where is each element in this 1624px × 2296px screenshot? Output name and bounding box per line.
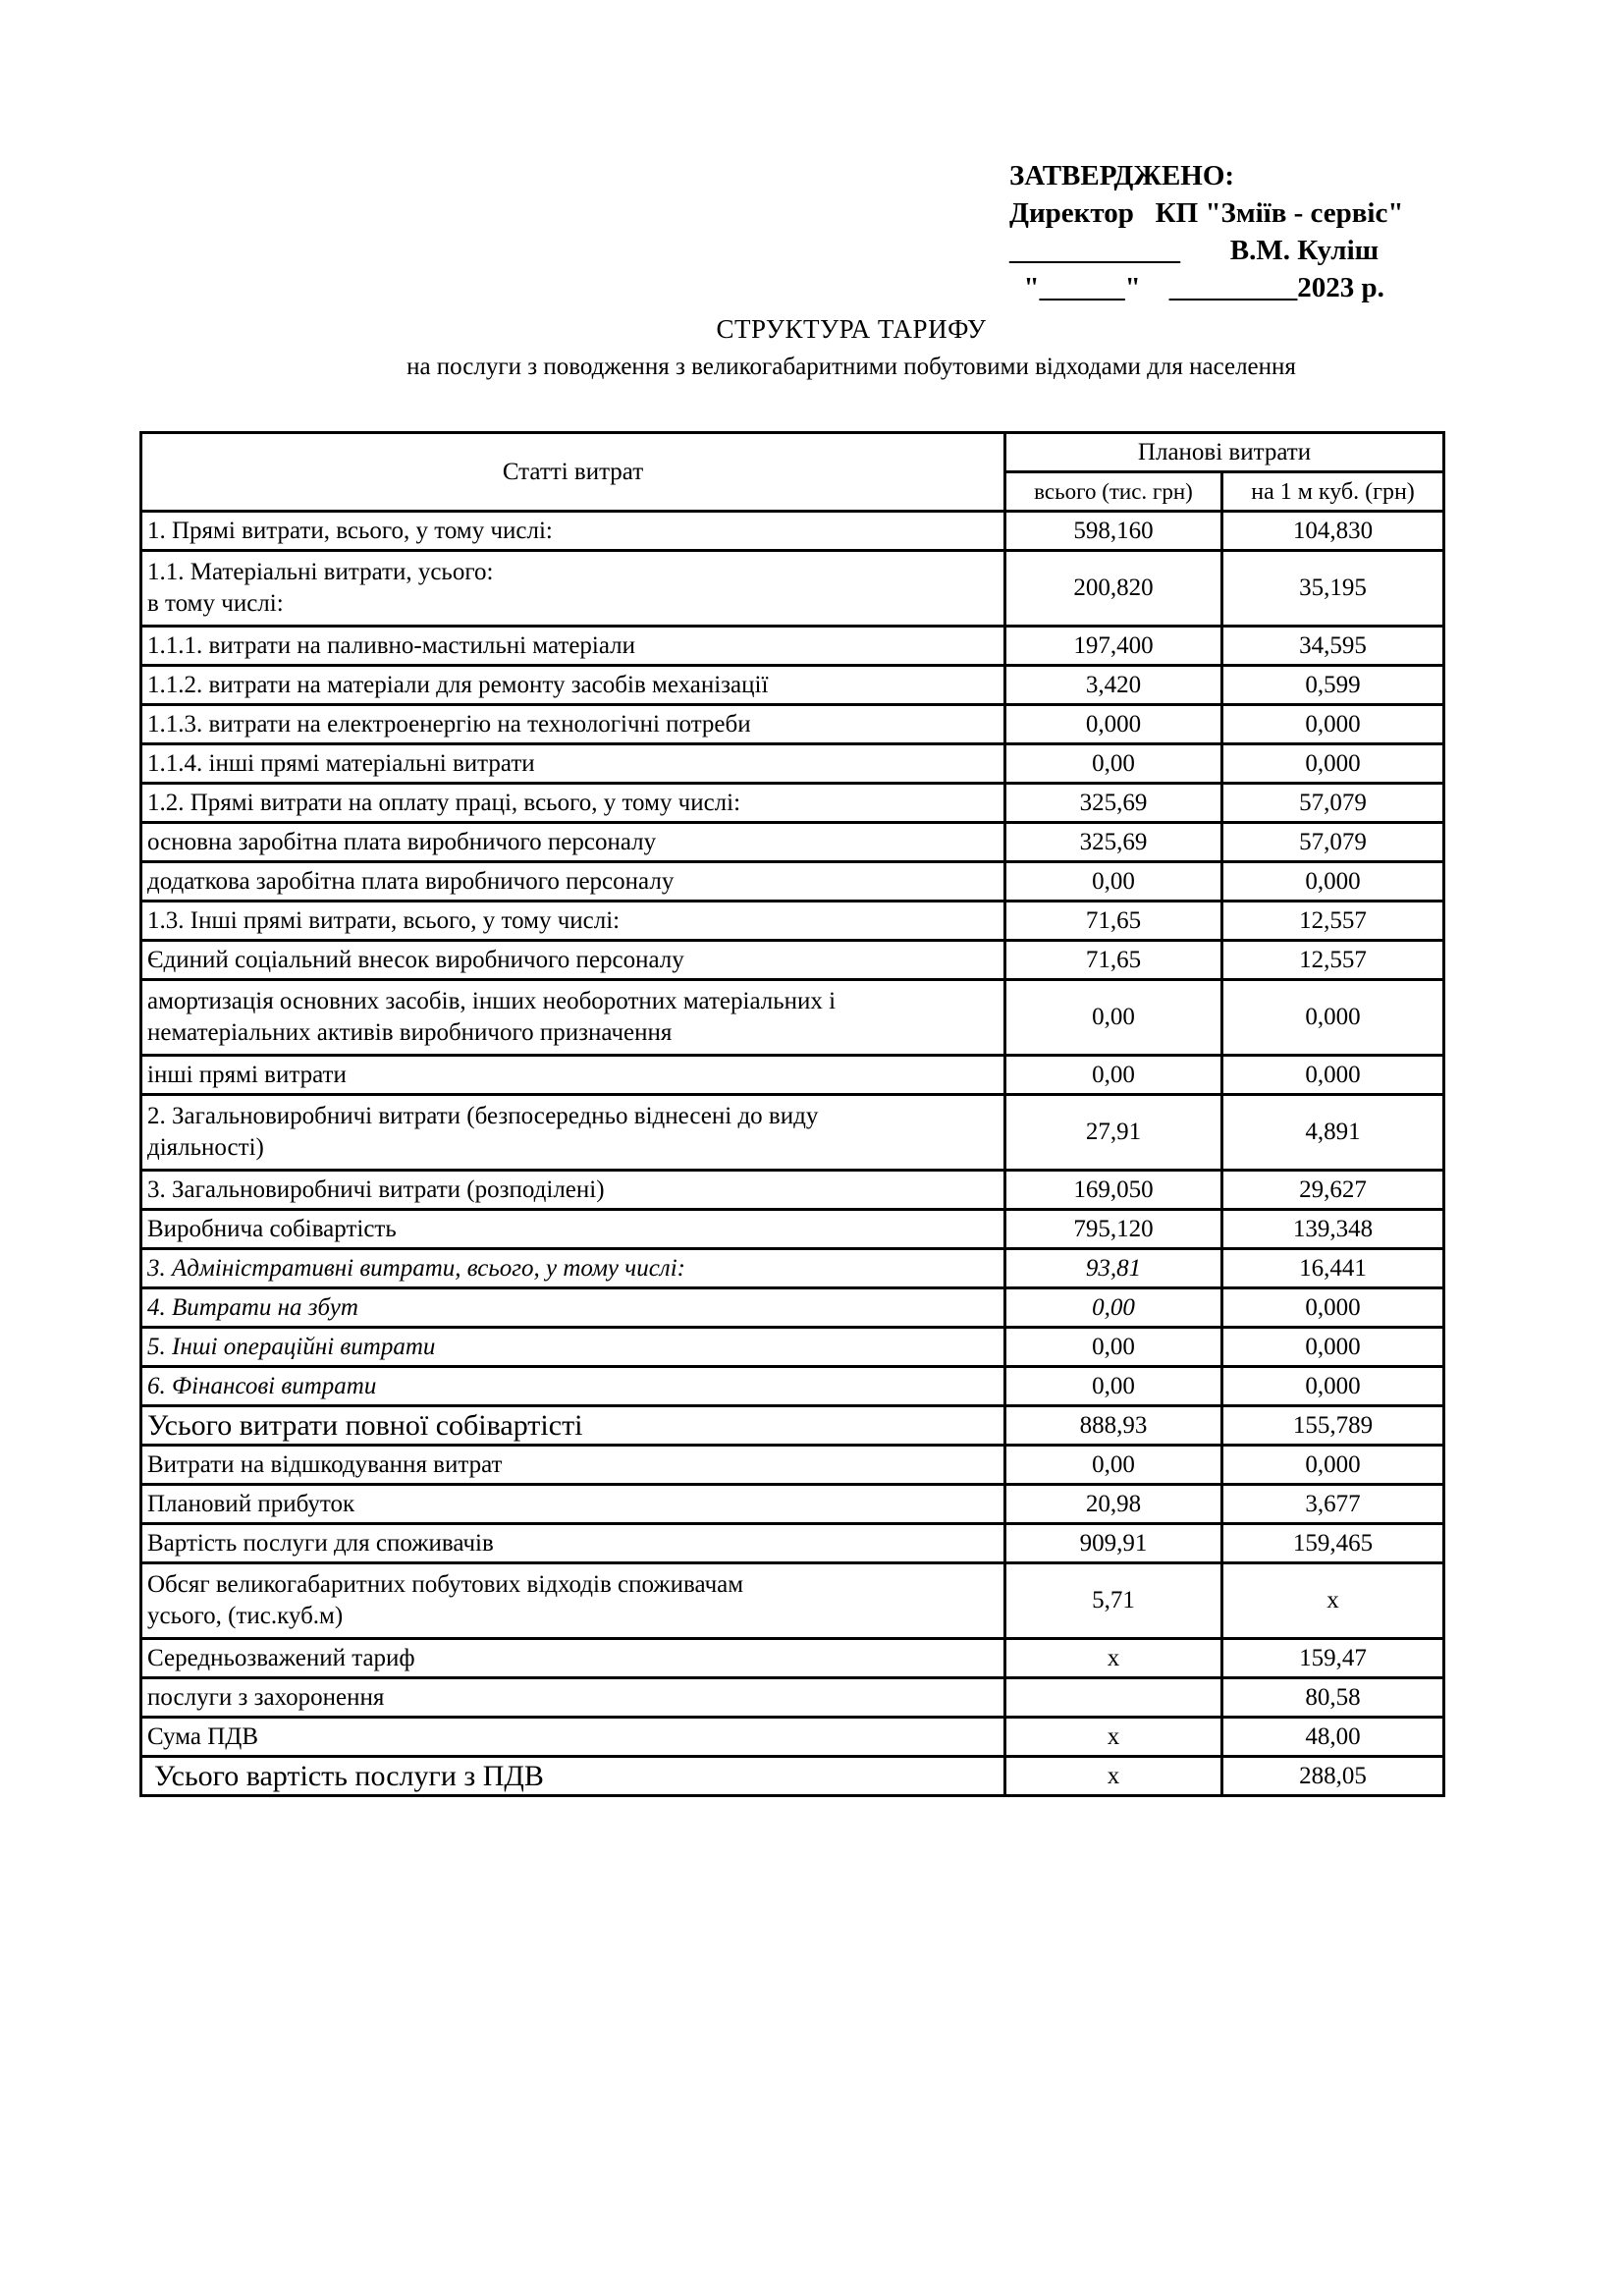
row-label — [141, 1563, 1005, 1639]
table-row — [141, 1757, 1444, 1796]
row-total: 0,00 — [1005, 1367, 1222, 1406]
row-label: 4. Витрати на збут — [141, 1288, 1005, 1328]
row-per-m3: 104,830 — [1222, 512, 1444, 551]
row-per-m3: 0,000 — [1222, 862, 1444, 902]
header-items: Статті витрат — [141, 433, 1005, 512]
row-label: 3. Адміністративні витрати, всього, у тому числі: — [141, 1249, 1005, 1288]
row-label: 1.1.4. інші прямі матеріальні витрати — [141, 744, 1005, 784]
approval-heading: ЗАТВЕРДЖЕНО: — [1009, 160, 1235, 191]
row-label — [141, 1095, 1005, 1171]
row-label-line: 2. Загальновиробничі витрати (безпосередньо віднесені до виду — [147, 1103, 819, 1129]
table-row — [141, 941, 1444, 980]
row-total — [1005, 1678, 1222, 1718]
table-row — [141, 551, 1444, 627]
row-total: 20,98 — [1005, 1485, 1222, 1524]
row-label: 1.1.3. витрати на електроенергію на технологічні потреби — [141, 705, 1005, 744]
row-total: 5,71 — [1005, 1563, 1222, 1639]
row-total: 0,00 — [1005, 862, 1222, 902]
row-label-line: в тому числі: — [147, 590, 284, 617]
row-label: Плановий прибуток — [141, 1485, 1005, 1524]
table-row — [141, 627, 1444, 666]
table-row — [141, 1249, 1444, 1288]
row-per-m3: 0,000 — [1222, 1446, 1444, 1485]
document-subtitle: на послуги з поводження з великогабаритними побутовими відходами для населення — [406, 354, 1296, 380]
row-per-m3: 80,58 — [1222, 1678, 1444, 1718]
row-label: основна заробітна плата виробничого персоналу — [141, 823, 1005, 862]
row-total: х — [1005, 1639, 1222, 1678]
row-per-m3: 48,00 — [1222, 1718, 1444, 1757]
table-row — [141, 1524, 1444, 1563]
row-per-m3: 0,000 — [1222, 705, 1444, 744]
approval-date: "______" _________2023 р. — [1009, 272, 1384, 303]
row-label-line: усього, (тис.куб.м) — [147, 1603, 344, 1629]
row-total: 0,00 — [1005, 744, 1222, 784]
row-label — [141, 980, 1005, 1056]
row-per-m3: 12,557 — [1222, 941, 1444, 980]
table-row — [141, 1718, 1444, 1757]
table-row — [141, 1639, 1444, 1678]
table-row — [141, 1485, 1444, 1524]
table-row — [141, 1171, 1444, 1210]
row-label-line: Обсяг великогабаритних побутових відходів споживачам — [147, 1571, 744, 1598]
row-label: послуги з захоронення — [141, 1678, 1005, 1718]
row-total: х — [1005, 1718, 1222, 1757]
table-row — [141, 1095, 1444, 1171]
row-total: 71,65 — [1005, 902, 1222, 941]
row-total: 0,00 — [1005, 980, 1222, 1056]
row-per-m3: 0,000 — [1222, 744, 1444, 784]
row-per-m3: 159,465 — [1222, 1524, 1444, 1563]
header-planned: Планові витрати — [1005, 433, 1444, 472]
row-per-m3: 12,557 — [1222, 902, 1444, 941]
row-per-m3: 0,000 — [1222, 1056, 1444, 1095]
row-total: 197,400 — [1005, 627, 1222, 666]
row-label: Усього вартість послуги з ПДВ — [141, 1757, 1005, 1796]
row-total: 0,00 — [1005, 1056, 1222, 1095]
table-row — [141, 1210, 1444, 1249]
row-label-line: амортизація основних засобів, інших необоротних матеріальних і — [147, 988, 837, 1014]
row-per-m3: 159,47 — [1222, 1639, 1444, 1678]
document-title: СТРУКТУРА ТАРИФУ — [716, 314, 987, 344]
row-label: 1.1.1. витрати на паливно-мастильні матеріали — [141, 627, 1005, 666]
row-per-m3: х — [1222, 1563, 1444, 1639]
table-row — [141, 784, 1444, 823]
row-label: Середньозважений тариф — [141, 1639, 1005, 1678]
table-row — [141, 744, 1444, 784]
row-total: 27,91 — [1005, 1095, 1222, 1171]
row-total: 3,420 — [1005, 666, 1222, 705]
row-total: 325,69 — [1005, 823, 1222, 862]
row-label-line: нематеріальних активів виробничого призначення — [147, 1019, 673, 1046]
row-total: 0,000 — [1005, 705, 1222, 744]
row-per-m3: 57,079 — [1222, 823, 1444, 862]
header-total: всього (тис. грн) — [1005, 472, 1222, 512]
row-per-m3: 139,348 — [1222, 1210, 1444, 1249]
row-total: 795,120 — [1005, 1210, 1222, 1249]
row-label: Усього витрати повної собівартісті — [141, 1406, 1005, 1446]
row-total: 200,820 — [1005, 551, 1222, 627]
approval-block — [1009, 157, 1471, 306]
table-row — [141, 862, 1444, 902]
table-row — [141, 1678, 1444, 1718]
row-total: 93,81 — [1005, 1249, 1222, 1288]
row-label: 1.2. Прямі витрати на оплату праці, всього, у тому числі: — [141, 784, 1005, 823]
row-label: Єдиний соціальний внесок виробничого персоналу — [141, 941, 1005, 980]
row-label: 5. Інші операційні витрати — [141, 1328, 1005, 1367]
row-total: х — [1005, 1757, 1222, 1796]
table-row — [141, 1056, 1444, 1095]
row-total: 0,00 — [1005, 1446, 1222, 1485]
row-total: 169,050 — [1005, 1171, 1222, 1210]
row-per-m3: 0,000 — [1222, 1288, 1444, 1328]
row-per-m3: 3,677 — [1222, 1485, 1444, 1524]
row-total: 325,69 — [1005, 784, 1222, 823]
table-row — [141, 666, 1444, 705]
table-row — [141, 980, 1444, 1056]
row-per-m3: 0,599 — [1222, 666, 1444, 705]
row-label: 6. Фінансові витрати — [141, 1367, 1005, 1406]
row-per-m3: 35,195 — [1222, 551, 1444, 627]
tariff-table — [139, 431, 1445, 1797]
row-total: 909,91 — [1005, 1524, 1222, 1563]
row-per-m3: 0,000 — [1222, 980, 1444, 1056]
table-row — [141, 1563, 1444, 1639]
row-per-m3: 57,079 — [1222, 784, 1444, 823]
table-row — [141, 705, 1444, 744]
row-per-m3: 4,891 — [1222, 1095, 1444, 1171]
row-label: Вартість послуги для споживачів — [141, 1524, 1005, 1563]
table-row — [141, 902, 1444, 941]
row-label: Сума ПДВ — [141, 1718, 1005, 1757]
table-row — [141, 1328, 1444, 1367]
table-row — [141, 823, 1444, 862]
row-label: 1.1.2. витрати на матеріали для ремонту засобів механізації — [141, 666, 1005, 705]
row-total: 0,00 — [1005, 1288, 1222, 1328]
row-total: 598,160 — [1005, 512, 1222, 551]
row-per-m3: 0,000 — [1222, 1328, 1444, 1367]
row-label: Виробнича собівартість — [141, 1210, 1005, 1249]
row-per-m3: 0,000 — [1222, 1367, 1444, 1406]
row-label: Витрати на відшкодування витрат — [141, 1446, 1005, 1485]
row-per-m3: 34,595 — [1222, 627, 1444, 666]
row-per-m3: 288,05 — [1222, 1757, 1444, 1796]
table-row — [141, 1446, 1444, 1485]
row-label: 1.3. Інші прямі витрати, всього, у тому числі: — [141, 902, 1005, 941]
row-label: інші прямі витрати — [141, 1056, 1005, 1095]
row-label-line: діяльності) — [147, 1134, 264, 1161]
row-label-line: 1.1. Матеріальні витрати, усього: — [147, 559, 494, 585]
table-row — [141, 1367, 1444, 1406]
approval-director: Директор КП "Зміїв - сервіс" — [1009, 197, 1404, 229]
row-label: додаткова заробітна плата виробничого персоналу — [141, 862, 1005, 902]
table-row — [141, 512, 1444, 551]
row-per-m3: 29,627 — [1222, 1171, 1444, 1210]
table-row — [141, 1288, 1444, 1328]
row-label — [141, 551, 1005, 627]
row-per-m3: 155,789 — [1222, 1406, 1444, 1446]
header-per-m3: на 1 м куб. (грн) — [1222, 472, 1444, 512]
row-label: 3. Загальновиробничі витрати (розподілені) — [141, 1171, 1005, 1210]
row-total: 888,93 — [1005, 1406, 1222, 1446]
row-per-m3: 16,441 — [1222, 1249, 1444, 1288]
approval-signature: ____________ В.М. Куліш — [1009, 235, 1380, 266]
row-total: 71,65 — [1005, 941, 1222, 980]
row-label: 1. Прямі витрати, всього, у тому числі: — [141, 512, 1005, 551]
row-total: 0,00 — [1005, 1328, 1222, 1367]
table-row — [141, 1406, 1444, 1446]
